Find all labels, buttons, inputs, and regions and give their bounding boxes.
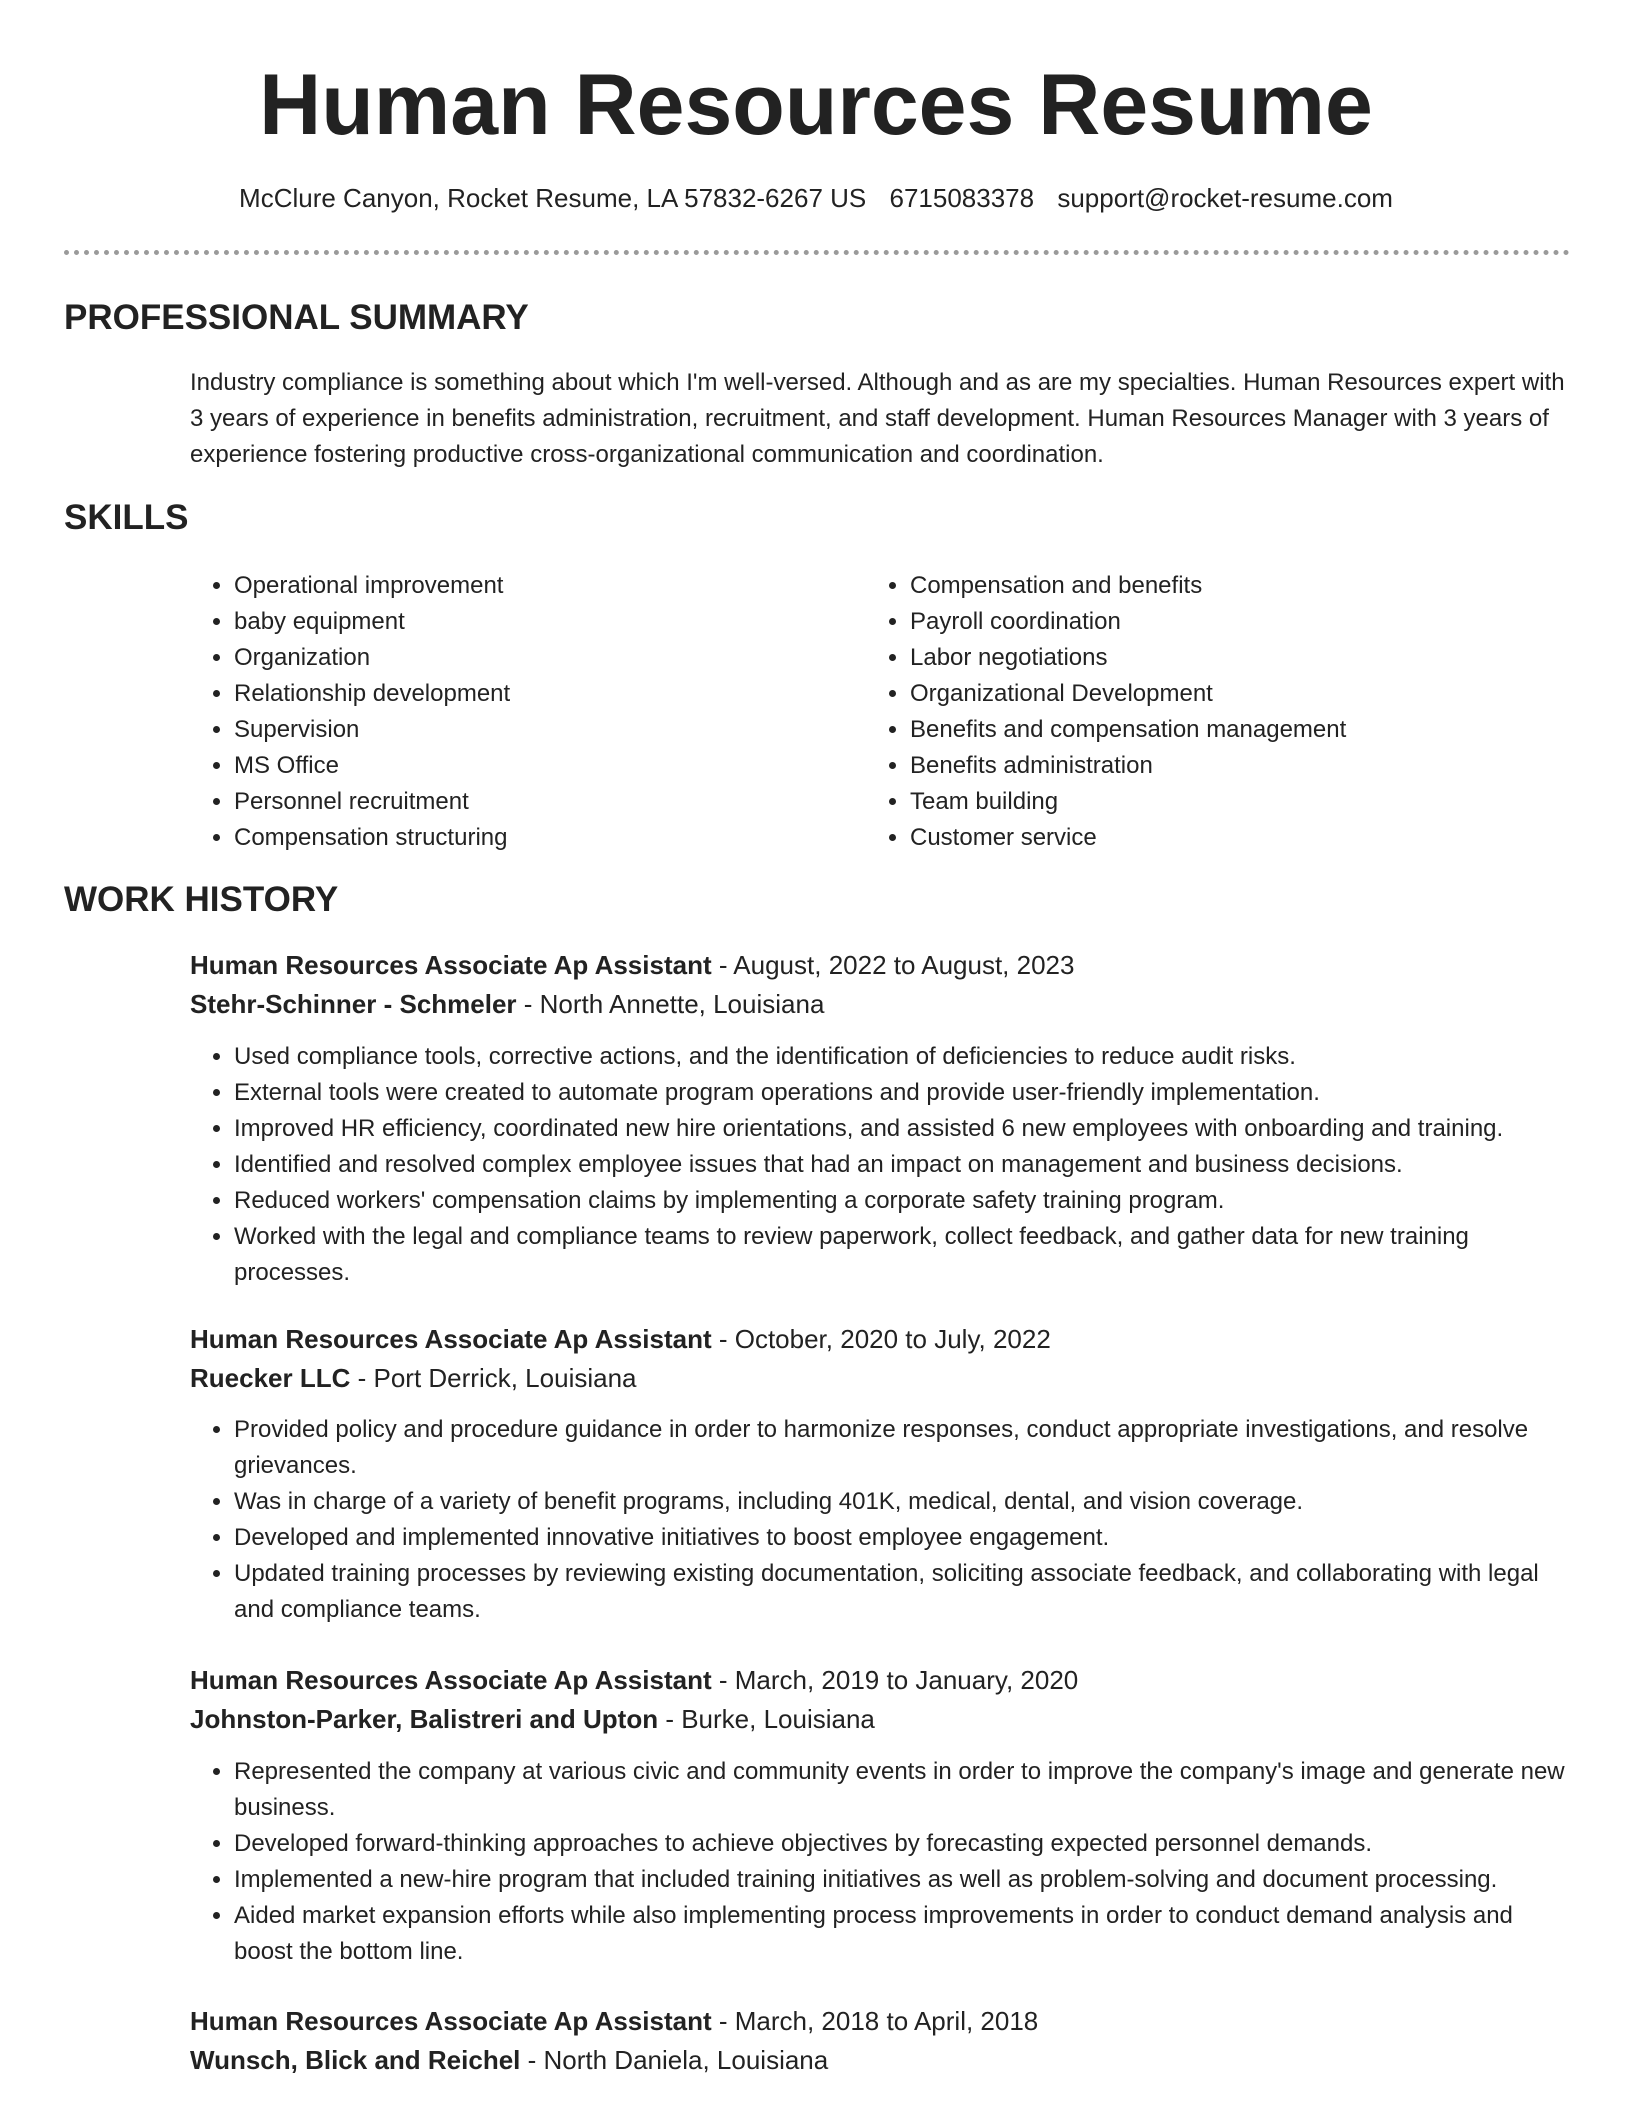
contact-email: support@rocket-resume.com [1057,183,1393,213]
skills-heading: SKILLS [64,498,189,537]
skill-item: • Compensation structuring [234,820,830,856]
job-company-line: Ruecker LLC - Port Derrick, Louisiana [190,1363,637,1393]
job-bullets [190,1412,1570,1628]
job-bullet: • Identified and resolved complex employee issues that had an impact on management and business decisions. [234,1147,1570,1183]
skill-item: • Operational improvement [234,568,830,604]
job-title-line: Human Resources Associate Ap Assistant - March, 2018 to April, 2018 [190,2006,1039,2036]
skill-item: • Labor negotiations [910,640,1506,676]
job-title: Human Resources Associate Ap Assistant [190,1324,712,1354]
job-bullet: • Reduced workers' compensation claims by implementing a corporate safety training program. [234,1183,1570,1219]
job-location: North Daniela, Louisiana [543,2045,829,2075]
job-company: Wunsch, Blick and Reichel [190,2045,521,2075]
skill-item: • Personnel recruitment [234,784,830,820]
job-title: Human Resources Associate Ap Assistant [190,2006,712,2036]
job-header [190,2002,1570,2080]
job-company: Johnston-Parker, Balistreri and Upton [190,1704,659,1734]
skill-item: • Supervision [234,712,830,748]
skill-item: • Relationship development [234,676,830,712]
job-bullet: • Provided policy and procedure guidance in order to harmonize responses, conduct appropriate investigations, and resolve grievances. [234,1412,1570,1484]
job-location: North Annette, Louisiana [539,989,825,1019]
job-title-line: Human Resources Associate Ap Assistant - August, 2022 to August, 2023 [190,950,1075,980]
job-bullet: • Worked with the legal and compliance teams to review paperwork, collect feedback, and gather data for new training processes. [234,1219,1570,1291]
summary-text: Industry compliance is something about which I'm well-versed. Although and as are my specialties. Human Resources expert with 3 years of experience in benefits administration, recruitment, and staff development. Human Resources Manager with 3 years of experience fostering productive cross-organizational communication and coordination. [190,369,1565,468]
job-bullet: • Developed forward-thinking approaches to achieve objectives by forecasting expected personnel demands. [234,1826,1570,1862]
job-company: Stehr-Schinner - Schmeler [190,989,517,1019]
skill-item: • Benefits administration [910,748,1506,784]
job-dates: August, 2022 to August, 2023 [733,950,1075,980]
job-dates: March, 2018 to April, 2018 [734,2006,1039,2036]
skills-column-left [190,568,830,856]
job-bullet: • Used compliance tools, corrective actions, and the identification of deficiencies to reduce audit risks. [234,1039,1570,1075]
contact-address: McClure Canyon, Rocket Resume, LA 57832-6267 US [239,183,867,213]
skill-item: • Team building [910,784,1506,820]
contact-phone: 6715083378 [889,183,1035,213]
job-bullet: • Improved HR efficiency, coordinated new hire orientations, and assisted 6 new employees with onboarding and training. [234,1111,1570,1147]
header-divider [64,250,1570,255]
job-bullet: • Developed and implemented innovative initiatives to boost employee engagement. [234,1520,1570,1556]
job-bullet: • Represented the company at various civic and community events in order to improve the company's image and generate new business. [234,1754,1570,1826]
job-company-line: Wunsch, Blick and Reichel - North Daniela, Louisiana [190,2045,829,2075]
skills-column-right [866,568,1506,856]
skill-item: • baby equipment [234,604,830,640]
job-header [190,1320,1570,1398]
job-company-line: Stehr-Schinner - Schmeler - North Annette, Louisiana [190,989,825,1019]
job-bullets [190,1754,1570,1970]
job-bullet: • Implemented a new-hire program that included training initiatives as well as problem-solving and document processing. [234,1862,1570,1898]
job-title-line: Human Resources Associate Ap Assistant - March, 2019 to January, 2020 [190,1665,1079,1695]
skill-item: • MS Office [234,748,830,784]
job-header [190,1661,1570,1739]
skill-item: • Organization [234,640,830,676]
resume-title: Human Resources Resume [259,57,1373,153]
contact-line [0,178,1632,218]
job-bullets [190,1039,1570,1291]
job-location: Port Derrick, Louisiana [373,1363,637,1393]
job-dates: March, 2019 to January, 2020 [734,1665,1079,1695]
skill-item: • Benefits and compensation management [910,712,1506,748]
job-bullet: • Was in charge of a variety of benefit programs, including 401K, medical, dental, and vision coverage. [234,1484,1570,1520]
job-title-line: Human Resources Associate Ap Assistant - October, 2020 to July, 2022 [190,1324,1051,1354]
job-bullet: • External tools were created to automate program operations and provide user-friendly implementation. [234,1075,1570,1111]
job-location: Burke, Louisiana [681,1704,875,1734]
job-company-line: Johnston-Parker, Balistreri and Upton - Burke, Louisiana [190,1704,875,1734]
skill-item: • Organizational Development [910,676,1506,712]
job-title: Human Resources Associate Ap Assistant [190,1665,712,1695]
skill-item: • Payroll coordination [910,604,1506,640]
job-title: Human Resources Associate Ap Assistant [190,950,712,980]
job-bullet: • Updated training processes by reviewing existing documentation, soliciting associate feedback, and collaborating with legal and compliance teams. [234,1556,1570,1628]
job-bullet: • Aided market expansion efforts while also implementing process improvements in order to conduct demand analysis and boost the bottom line. [234,1898,1570,1970]
job-company: Ruecker LLC [190,1363,351,1393]
skill-item: • Compensation and benefits [910,568,1506,604]
summary-heading: PROFESSIONAL SUMMARY [64,298,529,337]
job-header [190,946,1570,1024]
job-dates: October, 2020 to July, 2022 [734,1324,1051,1354]
work-history-heading: WORK HISTORY [64,880,339,919]
skill-item: • Customer service [910,820,1506,856]
